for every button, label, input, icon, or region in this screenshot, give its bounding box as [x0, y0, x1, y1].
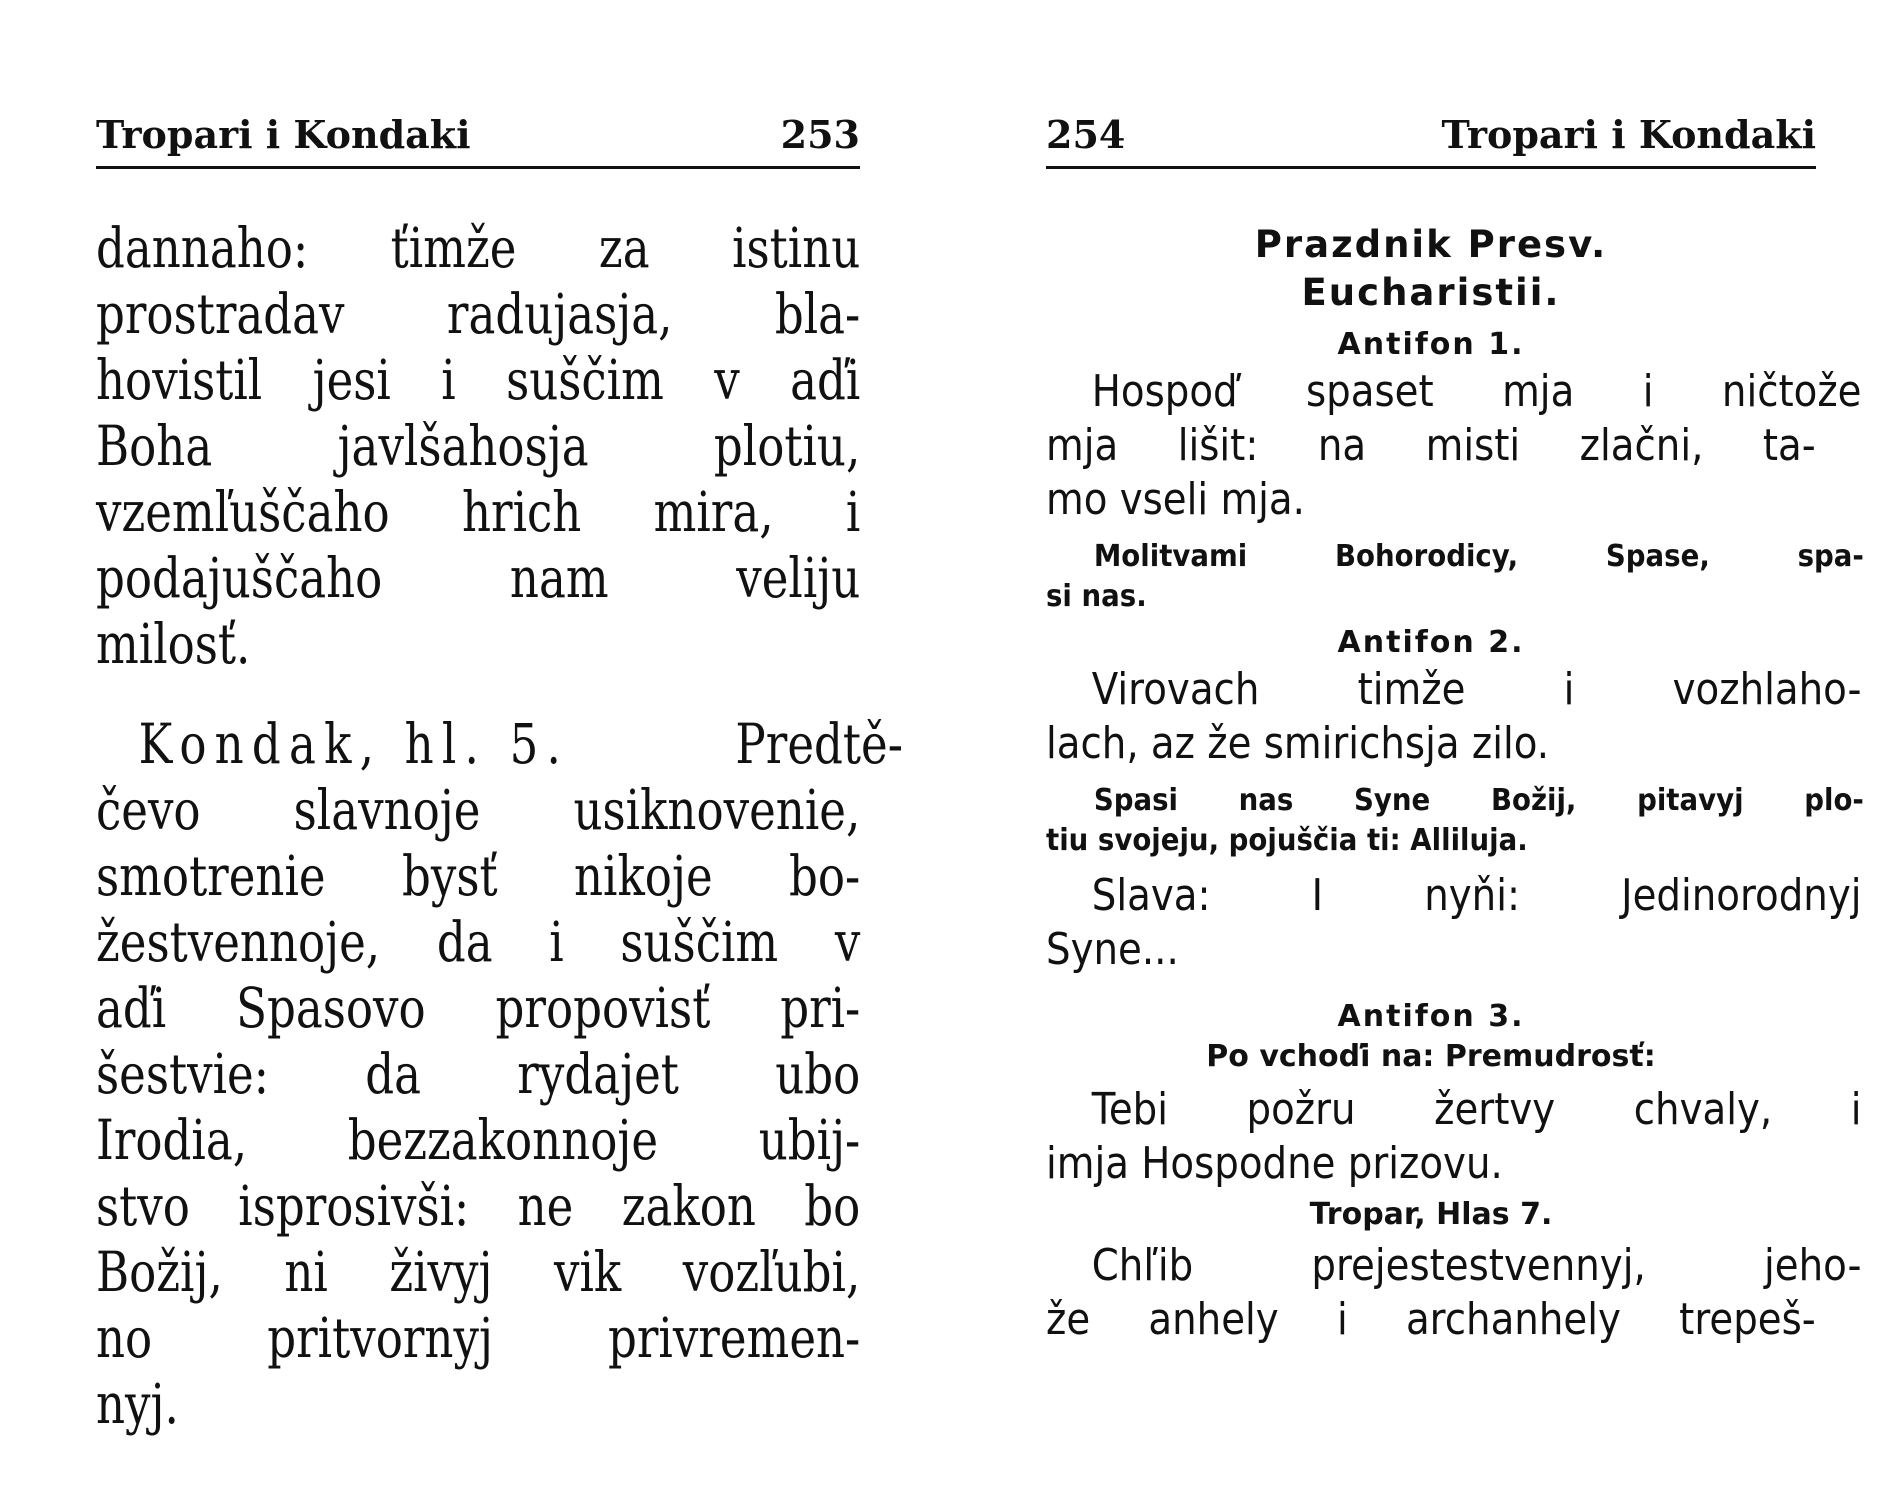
antifon-heading: Antifon 3. — [1337, 999, 1525, 1034]
verse-line: lach, az že smirichsja zilo. — [1046, 718, 1550, 769]
kondak-paragraph — [96, 711, 903, 1437]
text-fragment: Predtě- — [735, 712, 903, 776]
verse-line: mo vseli mja. — [1046, 474, 1305, 525]
text-line: dannaho: ťimže za istinu — [96, 216, 861, 280]
text-line: hovistil jesi i suščim v aďi — [96, 348, 861, 412]
kondak-label: Kondak, hl. 5. — [138, 712, 570, 776]
left-page — [96, 110, 903, 1440]
tropar-line: Chľib prejestestvennyj, jeho- — [1091, 1240, 1862, 1291]
tropar-line: že anhely i archanhely trepeš- — [1046, 1294, 1816, 1345]
verse-line: Tebi požru žertvy chvaly, i — [1091, 1084, 1862, 1135]
text-line: podajuščaho nam veliju — [96, 546, 861, 610]
text-line: Irodia, bezzakonnoje ubij- — [96, 1108, 861, 1172]
text-line: milosť. — [96, 612, 251, 676]
text-line: šestvie: da rydajet ubo — [96, 1042, 861, 1106]
refrain-line: Molitvami Bohorodicy, Spase, spa- — [1093, 539, 1864, 574]
antifon-2 — [1046, 623, 1864, 977]
rubric-note: Po vchoďi na: Premudrosť: — [1206, 1039, 1656, 1074]
verse-line: Hospoď spaset mja i ničtože — [1091, 366, 1862, 417]
text-line: vzemľuščaho hrich mira, i — [96, 480, 861, 544]
text-line: prostradav radujasja, bla- — [96, 282, 861, 346]
feast-title — [1046, 221, 1816, 317]
verse-line: mja lišit: na misti zlačni, ta- — [1046, 420, 1816, 471]
text-line: stvo isprosivši: ne zakon bo — [96, 1174, 861, 1238]
feast-title-line: Eucharistii. — [1301, 271, 1561, 314]
tropar — [1046, 1195, 1862, 1347]
refrain-line: tiu svojeju, pojuščia ti: Alliluja. — [1046, 823, 1528, 858]
refrain-line: Spasi nas Syne Božij, pitavyj plo- — [1093, 783, 1864, 818]
text-line: aďi Spasovo propovisť pri- — [96, 976, 861, 1040]
antifon-3 — [1046, 997, 1862, 1191]
text-line: čevo slavnoje usiknovenie, — [96, 778, 861, 842]
verse-line: imja Hospodne prizovu. — [1046, 1138, 1503, 1189]
feast-title-line: Prazdnik Presv. — [1254, 223, 1608, 266]
doxology-line: Syne... — [1046, 924, 1179, 975]
antifon-1 — [1046, 325, 1864, 617]
left-page-header — [96, 110, 860, 169]
antifon-heading: Antifon 2. — [1337, 625, 1525, 660]
tropar-heading: Tropar, Hlas 7. — [1309, 1197, 1553, 1232]
antifon-heading: Antifon 1. — [1337, 327, 1525, 362]
refrain-line: si nas. — [1046, 579, 1147, 614]
text-line: žestvennoje, da i suščim v — [96, 910, 861, 974]
running-title: Tropari i Kondaki — [1441, 112, 1816, 157]
page-number: 254 — [1046, 112, 1126, 157]
text-line: no pritvornyj privremen- — [96, 1306, 861, 1370]
right-page — [1046, 110, 1864, 1440]
text-line: smotrenie bysť nikoje bo- — [96, 844, 861, 908]
doxology-line: Slava: I nyňi: Jedinorodnyj — [1091, 870, 1862, 921]
kondak-first-line — [96, 711, 903, 777]
right-page-header — [1046, 110, 1816, 169]
paragraph-1 — [96, 215, 860, 677]
text-line: nyj. — [96, 1372, 179, 1436]
verse-line: Virovach timže i vozhlaho- — [1091, 664, 1862, 715]
page-number: 253 — [780, 112, 860, 157]
text-line: Boha javlšahosja plotiu, — [96, 414, 861, 478]
running-title: Tropari i Kondaki — [96, 112, 471, 157]
text-line: Božij, ni živyj vik vozľubi, — [96, 1240, 861, 1304]
